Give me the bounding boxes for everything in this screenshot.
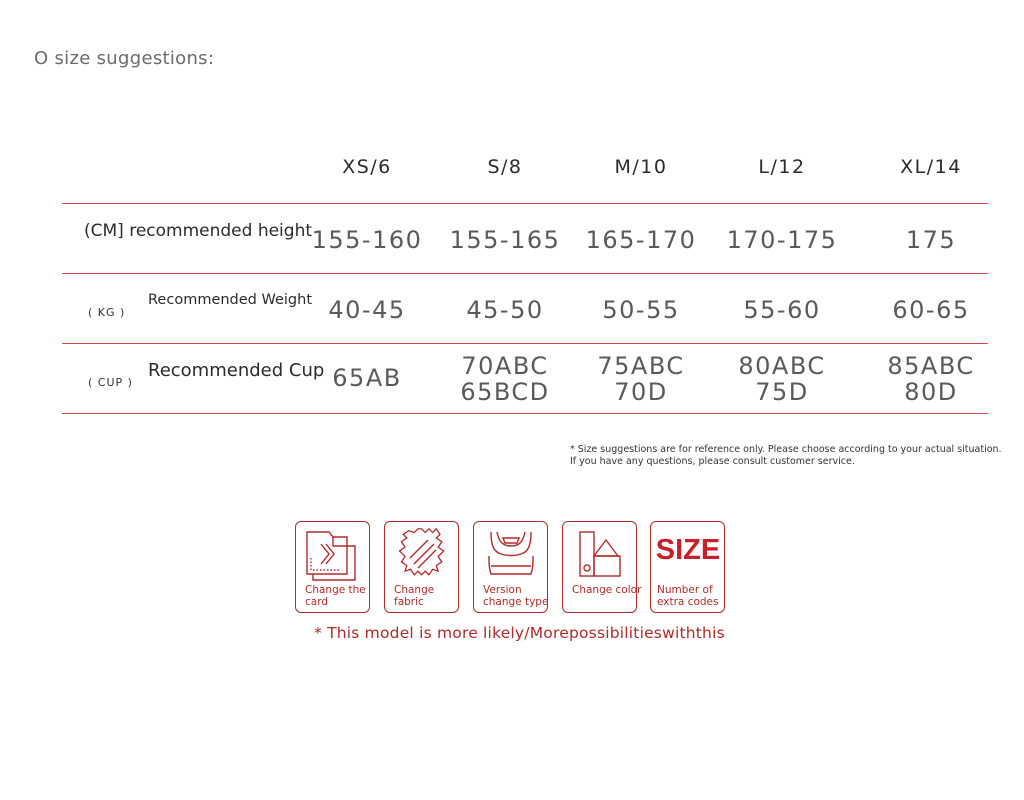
cup-value: 75ABC [597, 352, 685, 380]
weight-value: 60-65 [892, 296, 970, 324]
model-footnote: * This model is more likely/Morepossibilitieswiththis [314, 624, 725, 642]
feature-extra-codes [650, 521, 725, 613]
cup-value: 70ABC [461, 352, 549, 380]
feature-label: Version change type [483, 584, 549, 608]
height-label: (CM] recommended height [84, 221, 313, 241]
cup-value: 85ABC [887, 352, 975, 380]
cup-value: 75D [755, 378, 809, 406]
cup-value: 70D [614, 378, 668, 406]
color-swatch-icon [570, 528, 630, 582]
card-change-icon [303, 528, 363, 582]
cup-label: Recommended Cup [148, 360, 325, 381]
weight-value: 50-55 [602, 296, 680, 324]
feature-label: Change the card [305, 584, 366, 608]
weight-value: 55-60 [743, 296, 821, 324]
height-value: 155-160 [311, 226, 423, 254]
height-value: 165-170 [585, 226, 697, 254]
page-title: O size suggestions: [34, 48, 215, 69]
cup-value: 65AB [332, 364, 402, 392]
feature-change-card [295, 521, 370, 613]
size-header-row [62, 140, 988, 203]
feature-version-change [473, 521, 548, 613]
cup-row [62, 343, 988, 414]
weight-value: 40-45 [328, 296, 406, 324]
cup-value: 65BCD [460, 378, 550, 406]
cup-unit: ( CUP ) [88, 376, 133, 389]
fabric-icon [392, 528, 452, 582]
sports-bra-icon [481, 528, 541, 582]
weight-row [62, 273, 988, 343]
size-header: S/8 [487, 156, 523, 178]
height-value: 155-165 [449, 226, 561, 254]
weight-label: Recommended Weight [148, 292, 313, 308]
size-header: XL/14 [900, 156, 962, 178]
size-table [62, 140, 988, 414]
height-value: 170-175 [726, 226, 838, 254]
feature-change-fabric [384, 521, 459, 613]
size-header: XS/6 [342, 156, 392, 178]
weight-unit: ( KG ) [88, 306, 126, 319]
feature-label: Change fabric [394, 584, 435, 608]
size-icon: SIZE [655, 534, 721, 566]
size-disclaimer: * Size suggestions are for reference only. Please choose according to your actual situation. If you have any questions, please consult customer service. [570, 444, 1002, 467]
feature-label: Change color [572, 584, 642, 596]
size-header: M/10 [614, 156, 668, 178]
cup-value: 80ABC [738, 352, 826, 380]
height-row [62, 203, 988, 273]
size-header: L/12 [758, 156, 806, 178]
feature-label: Number of extra codes [657, 584, 719, 608]
feature-change-color [562, 521, 642, 613]
cup-value: 80D [904, 378, 958, 406]
height-value: 175 [905, 226, 957, 254]
weight-value: 45-50 [466, 296, 544, 324]
